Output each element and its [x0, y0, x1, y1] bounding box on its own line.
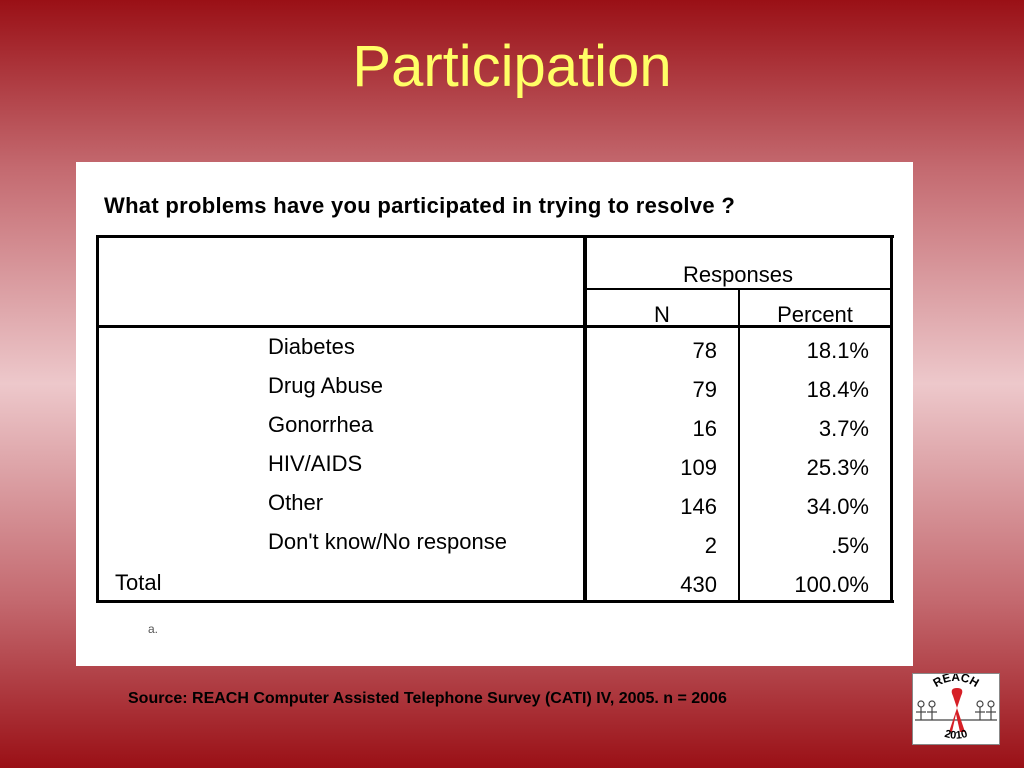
source-citation: Source: REACH Computer Assisted Telephone Survey (CATI) IV, 2005. n = 2006: [128, 690, 727, 707]
header-n: N: [654, 302, 670, 327]
table-right-border: [890, 235, 893, 603]
row-n: 78: [692, 338, 717, 363]
total-percent: 100.0%: [794, 572, 869, 597]
row-n: 16: [692, 416, 717, 441]
footnote-mark: a.: [148, 622, 159, 636]
row-percent: 18.1%: [806, 338, 869, 363]
row-n: 79: [692, 377, 717, 402]
total-n: 430: [680, 572, 717, 597]
total-label: Total: [115, 570, 162, 595]
slide-title: Participation: [352, 34, 672, 99]
table-question: What problems have you participated in trying to resolve ?: [104, 193, 736, 218]
row-percent: 3.7%: [818, 416, 869, 441]
header-percent: Percent: [777, 302, 853, 327]
row-label: HIV/AIDS: [268, 451, 363, 476]
row-percent: .5%: [831, 533, 869, 558]
table-divider-responses: [585, 288, 891, 290]
header-responses: Responses: [682, 262, 794, 287]
row-n: 2: [704, 533, 717, 558]
row-n: 109: [680, 455, 717, 480]
reach-2010-logo: [912, 673, 1000, 745]
row-percent: 18.4%: [806, 377, 869, 402]
row-label: Diabetes: [268, 334, 355, 359]
row-label: Gonorrhea: [268, 412, 374, 437]
row-percent: 25.3%: [806, 455, 869, 480]
row-percent: 34.0%: [806, 494, 869, 519]
row-label: Drug Abuse: [268, 373, 383, 398]
svg-text:REACH: REACH: [930, 674, 982, 691]
svg-text:2010: 2010: [943, 727, 969, 742]
row-label: Other: [268, 490, 324, 515]
table-divider-n: [738, 290, 740, 602]
row-n: 146: [680, 494, 717, 519]
row-label: Don't know/No response: [268, 529, 507, 554]
